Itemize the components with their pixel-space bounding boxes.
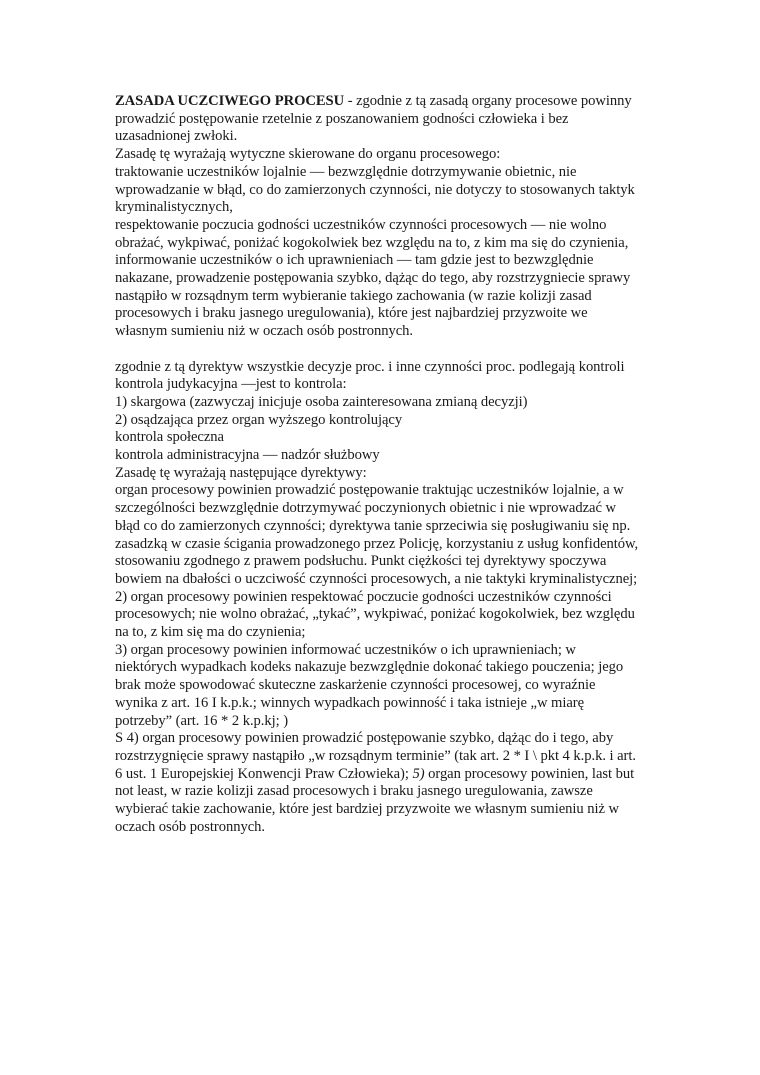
text-line: rozstrzygnięcie sprawy nastąpiło „w rozsądnym terminie” (tak art. 2 * I \ pkt 4 k.p.k. i art.	[115, 748, 636, 764]
text-line: kontrola administracyjna — nadzór służbowy	[115, 447, 380, 464]
paragraph-gap	[115, 341, 675, 359]
text-line: uzasadnionej zwłoki.	[115, 128, 238, 145]
text-line: Zasadę tę wyrażają następujące dyrektywy:	[115, 464, 367, 481]
text-fragment: organ procesowy powinien, last but	[424, 765, 635, 782]
paragraph-block-2	[115, 359, 675, 766]
text-line: niektórych wypadkach kodeks nakazuje bezwzględnie dokonać takiego pouczenia; jego	[115, 659, 624, 676]
text-line: procesowych; nie wolno obrażać, „tykać”, wykpiwać, poniżać kogokolwiek, bez względu	[115, 606, 635, 623]
italic-marker: 5)	[412, 765, 425, 782]
text-line: kontrola judykacyjna —jest to kontrola:	[115, 376, 347, 393]
text-line: własnym sumieniu niż w oczach osób postronnych.	[115, 323, 413, 340]
text-line: kontrola społeczna	[115, 429, 224, 446]
paragraph-block-1	[115, 111, 675, 341]
text-line: wybierać takie zachowanie, które jest bardziej przyzwoite we własnym sumieniu niż w	[115, 801, 620, 818]
text-line	[115, 766, 675, 784]
text-line: wprowadzanie w błąd, co do zamierzonych czynności, nie dotyczy to stosowanych taktyk	[115, 181, 635, 198]
text-line: bowiem na dbałości o uczciwość czynności procesowych, a nie taktyki kryminalistycznej;	[115, 570, 638, 587]
text-line: S 4) organ procesowy powinien prowadzić postępowanie szybko, dążąc do i tego, aby	[115, 730, 614, 747]
text-line: prowadzić postępowanie rzetelnie z poszanowaniem godności człowieka i bez	[115, 110, 569, 127]
text-line: błąd co do zamierzonych czynności; dyrektywa tanie sprzeciwia się posługiwaniu się np.	[115, 517, 631, 534]
text-line: obrażać, wykpiwać, poniżać kogokolwiek bez względu na to, z kim ma się do czynienia,	[115, 234, 629, 251]
document-body	[115, 93, 675, 837]
text-line: not least, w razie kolizji zasad procesowych i braku jasnego uregulowania, zawsze	[115, 783, 593, 800]
text-line: Zasadę tę wyrażają wytyczne skierowane do organu procesowego:	[115, 146, 501, 163]
text-line: szczególności bezwzględnie dotrzymywać poczynionych obietnic i nie wprowadzać w	[115, 500, 616, 517]
section-heading: ZASADA UCZCIWEGO PROCESU	[115, 93, 345, 109]
text-line: potrzeby” (art. 16 * 2 k.p.kj; )	[115, 712, 289, 729]
heading-line	[115, 93, 675, 111]
text-line: zasadzką w czasie ścigania prowadzonego przez Policję, korzystaniu z usług konfidentów,	[115, 535, 639, 552]
text-line: organ procesowy powinien prowadzić postępowanie traktując uczestników lojalnie, a w	[115, 482, 624, 499]
text-line: traktowanie uczestników lojalnie — bezwzględnie dotrzymywanie obietnic, nie	[115, 163, 577, 180]
text-line: procesowych i braku jasnego uregulowania), które jest najbardziej przyzwoite we	[115, 305, 588, 322]
text-line: 3) organ procesowy powinien informować uczestników o ich uprawnieniach; w	[115, 641, 576, 658]
paragraph-block-3	[115, 783, 675, 836]
text-line: stosowaniu zgodnego z prawem podsłuchu. Punkt ciężkości tej dyrektywy spoczywa	[115, 553, 607, 570]
text-line: 2) osądzająca przez organ wyższego kontrolujący	[115, 411, 403, 428]
text-line: 2) organ procesowy powinien respektować poczucie godności uczestników czynności	[115, 588, 612, 605]
text-line: informowanie uczestników o ich uprawnieniach — tam gdzie jest to bezwzględnie	[115, 252, 594, 269]
text-line: respektowanie poczucia godności uczestników czynności procesowych — nie wolno	[115, 216, 607, 233]
text-line: kryminalistycznych,	[115, 199, 233, 216]
text-line: zgodnie z tą dyrektyw wszystkie decyzje proc. i inne czynności proc. podlegają kontroli	[115, 358, 625, 375]
text-line: na to, z kim się ma do czynienia;	[115, 624, 306, 641]
text-line: wynika z art. 16 I k.p.k.; winnych wypadkach powinność i taka istnieje „w miarę	[115, 694, 585, 711]
text-line: oczach osób postronnych.	[115, 818, 265, 835]
text-fragment: 6 ust. 1 Europejskiej Konwencji Praw Człowieka);	[115, 765, 413, 782]
text-line: nastąpiło w rozsądnym term wybieranie takiego zachowania (w razie kolizji zasad	[115, 287, 592, 304]
heading-continuation: - zgodnie z tą zasadą organy procesowe powinny	[344, 93, 632, 109]
text-line: 1) skargowa (zazwyczaj inicjuje osoba zainteresowana zmianą decyzji)	[115, 393, 528, 410]
text-line: nakazane, prowadzenie postępowania szybko, dążąc do tego, aby rozstrzygniecie sprawy	[115, 270, 631, 287]
text-line: brak może spowodować skuteczne zaskarżenie czynności procesowej, co wyraźnie	[115, 677, 596, 694]
